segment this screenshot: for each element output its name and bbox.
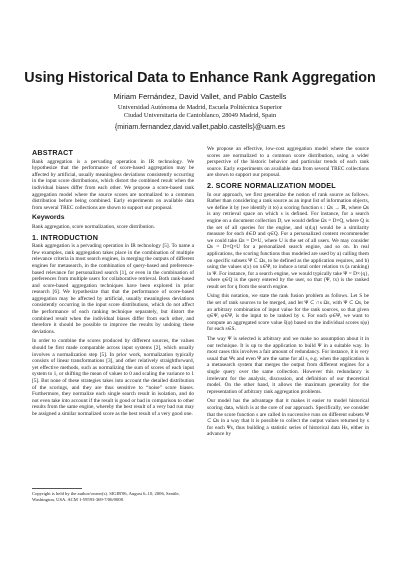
paper-authors: Miriam Fernández, David Vallet, and Pablo Castells <box>113 92 287 101</box>
paper-title: Using Historical Data to Enhance Rank Aggregation <box>24 70 376 86</box>
section-2-paragraph-1: In our approach, we first generalize the notion of rank source as follows. Rather than considering a rank source as an input list of information objects, we define it by (we identify it to) a scoring function s : Ωs → ℝ, where Ωs is any retrieval space on which s is defined. For instance, for a search engine on a document collection D, we would define Ωs = D×Q, where Q is the set of all queries for the engine, and s(d,q) would be a similarity measure for each d∈D and q∈Q. For a personalized content recommender we could take Ωs = D×U, where U is the set of all users. We may consider Ωs = D×Q×U for a personalized search engine, and so on. In real applications, the scoring functions thus modeled are used by a) calling them on specific subsets Ψ ⊂ Ωs, to be defined as the application requires, and b) using the values s(x) on x∈Ψ, to induce a total order relation τs (a ranking) in Ψ. For instance, for a search engine, we would typically take Ψ = D×{q}, where q∈Q is the query entered by the user, so that (Ψ, τs) is the ranked result set for q from the search engine. <box>207 191 369 290</box>
introduction-heading: 1. INTRODUCTION <box>32 232 99 242</box>
affiliation-line-2: Ciudad Universitaria de Cantoblanco, 28049 Madrid, Spain <box>123 112 277 119</box>
abstract-heading: ABSTRACT <box>32 148 74 157</box>
abstract-text: Rank aggregation is a pervading operation in IR technology. We hypothesize that the performance of score-based aggregation may be affected by artificial, usually meaningless deviations consistently occurring in the input score distributions, which distort the combined result when the individual biases differ from each other. We propose a score-based rank aggregation model where the source scores are normalized to a common distribution before being combined. Early experiments on available data from several TREC collections are shown to support our proposal. <box>32 158 194 211</box>
section-2-paragraph-3: The way Ψ is selected is arbitrary and we make no assumption about it in our technique. It is up to the application to build Ψ in a suitable way. In most cases this involves a fair amount of redundancy. For instance, it is very usual that Ψs and even Ψ are the same for all s, e.g. when the application is a metasearch system that merges the output from different engines for a single query over the same collection. However this redundancy is irrelevant for the analysis, discussion, and definition of our theoretical model. On the other hand, it allows the maximum generality for the representation of arbitrary rank aggregation problems. <box>207 336 369 395</box>
introduction-paragraph-1: Rank aggregation is a pervading operation in IR technology [5]. To name a few examples, rank aggregation takes place in the combination of multiple relevance criteria in most search engines, in merging the outputs of different engines for metasearch, in the combination of query-based and preference-based relevance for personalized search [1], or even in the combination of preferences from multiple users for collaborative retrieval. Both rank-based and score-based aggregation techniques have been explored in prior research [6]. We hypothesize that that the performance of score-based aggregation may be affected by artificial, usually meaningless deviations consistently occurring in the input score distributions, which do not affect the performance of each ranking technique separately, but distort the combined result when the individual biases differ from each other, and therefore it should be possible to improve the results by undoing these deviations. <box>32 243 194 335</box>
footnote-text: Copyright is held by the author/owner(s). SIGIR'06, August 6–10, 2006, Seattle, Washington, USA. ACM 1-59593-369-7/06/0008. <box>32 491 180 502</box>
section-2-paragraph-4: Our model has the advantage that it makes it easier to model historical scoring data, which is at the core of our approach. Specifically, we consider that the score function s are called in successive runs on different subsets Ψ ⊂ Ωs in a way that it is possible to collect the output values returned by s for each Ψs, thus building a statistic series of historical data Hs, either in advance by <box>207 398 369 438</box>
right-intro-paragraph: We propose an effective, low-cost aggregation model where the source scores are normalized to a common score distribution, using a wider perspective of the historic behavior and particular trends of each rank source. Early experiments on available data from several TREC collections are shown to support our proposal. <box>207 146 369 179</box>
right-column <box>207 146 369 441</box>
footnote-rule <box>32 488 82 489</box>
copyright-footnote <box>32 488 194 503</box>
keywords-heading: Keywords <box>32 214 65 222</box>
left-column <box>32 146 194 421</box>
introduction-paragraph-2: In order to combine the scores produced by different sources, the values should be first made comparable across input systems [2], which usually involves a normalization step [5]. In prior work, normalization typically consists of linear transformations [3], and other relatively straightforward, yet effective methods, such as normalizing the sum of scores of each input system to 1, or shifting the mean of values to 0 and scaling the variance to 1 [5]. But none of these strategies takes into account the detailed distribution of the scorings, and they are thus sensitive to “noise” score biases. Furthermore, they normalize each single search result in isolation, and do not even take into account if the result is good or bad in comparison to other results from the same engine, whereby the best result of a very bad run may be assigned a similar normalized score as the best result of a very good one. <box>32 338 194 417</box>
section-2-paragraph-2: Using this notation, we state the rank fusion problem as follows. Let S be the set of rank sources to be merged, and let Ψ ⊂ ∩s Ωs, with Ψ ⊂ Ωs, be an arbitrary combination of input value for the rank sources, so that given q∈Ψ, φ∈Ψ, is the input to be ranked by s. For each φ∈Ψ, we want to compute an aggregated score value s̃(φ) based on the individual scores s(φ) for each s∈S. <box>207 293 369 333</box>
author-emails: {miriam.fernandez,david.vallet,pablo.castells}@uam.es <box>114 124 286 131</box>
keywords-text: Rank aggregation, score normalization, score distribution. <box>32 223 155 230</box>
section-2-heading: 2. SCORE NORMALIZATION MODEL <box>207 180 336 190</box>
affiliation-line-1: Universidad Autónoma de Madrid, Escuela Politécnica Superior <box>117 104 283 111</box>
